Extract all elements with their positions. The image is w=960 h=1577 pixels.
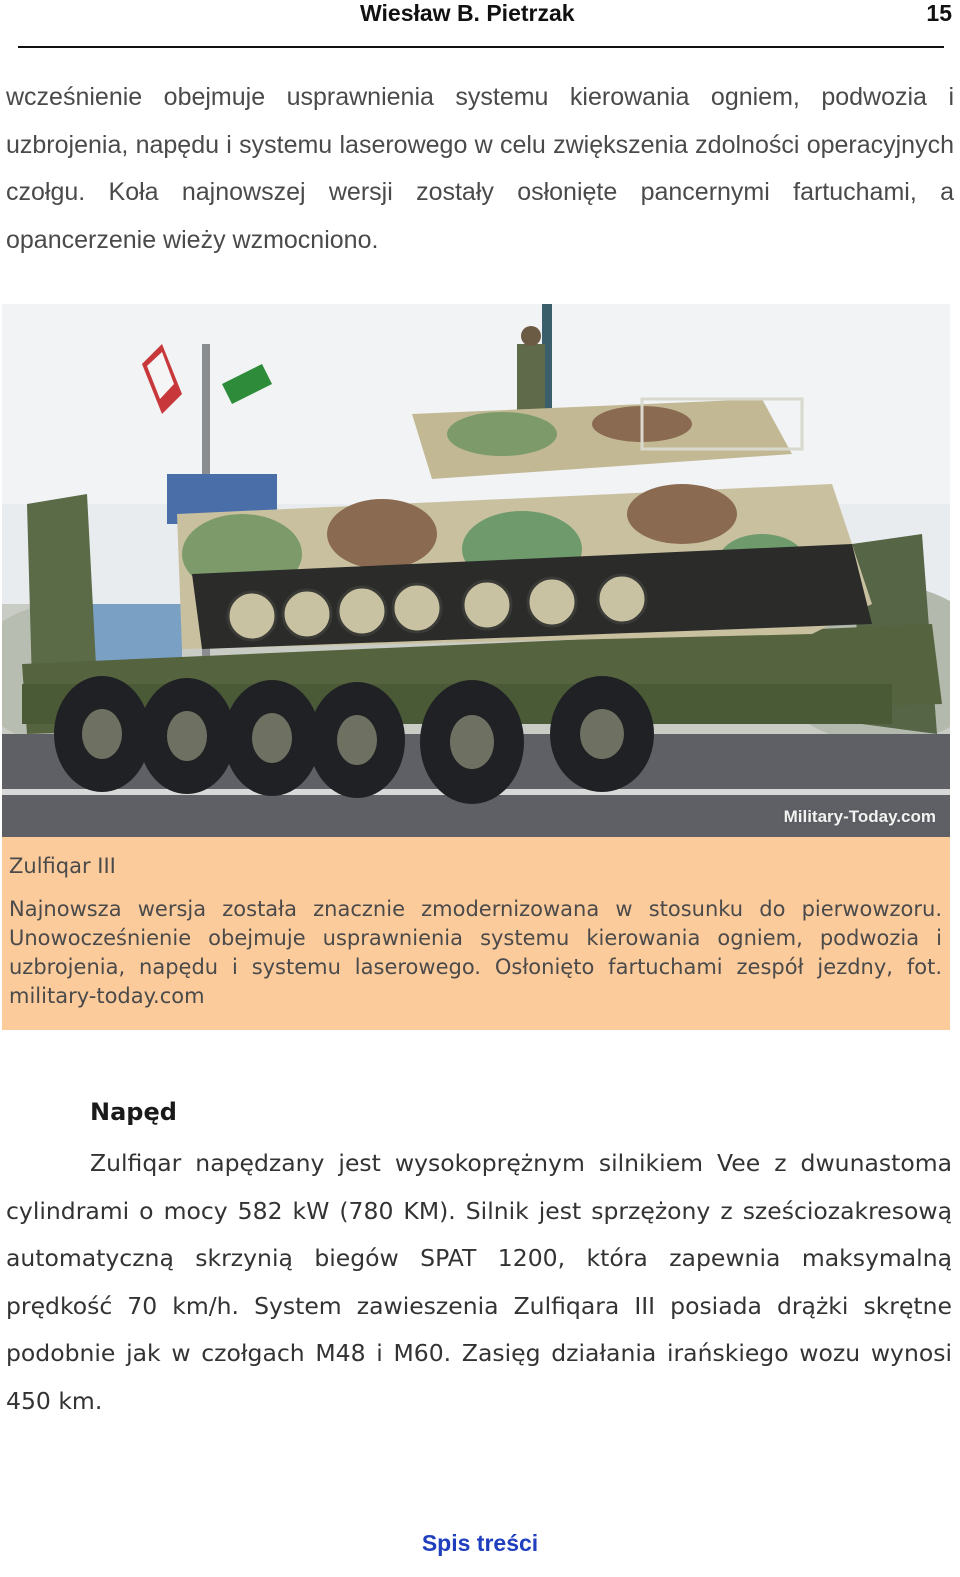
- section-paragraph: Zulfiqar napędzany jest wysokoprężnym silnikiem Vee z dwunastoma cylindrami o mocy 582 kW (780 KM). Silnik jest sprzężony z sześciozakresową automatyczną skrzynią biegów SPAT 1200, która zapewnia maksymalną prędkość 70 km/h. System zawieszenia Zulfiqara III posiada drążki skrętne podobnie jak w czołgach M48 i M60. Zasięg działania irańskiego wozu wynosi 450 km.: [6, 1149, 952, 1415]
- figure-caption-box: [2, 837, 950, 1030]
- header-divider: [18, 46, 944, 48]
- body-paragraph: wcześnienie obejmuje usprawnienia systemu kierowania ogniem, podwozia i uzbrojenia, napędu i systemu laserowego w celu zwiększenia zdolności operacyjnych czołgu. Koła najnowszej wersji zostały osłonięte pancernymi fartuchami, a opancerzenie wieży wzmocniono.: [6, 83, 954, 254]
- page-number: 15: [926, 0, 952, 26]
- caption-text: Najnowsza wersja została znacznie zmodernizowana w stosunku do pierwowzoru. Unowocześnienie obejmuje usprawnienia systemu kierowania ogniem, podwozia i uzbrojenia, napędu i systemu laserowego. Osłonięto fartuchami zespół jezdny, fot. military-today.com: [9, 897, 942, 1008]
- author-name: Wiesław B. Pietrzak: [360, 0, 575, 26]
- tank-photo: [2, 304, 950, 837]
- caption-title: Zulfiqar III: [9, 854, 116, 878]
- photo-watermark: Military-Today.com: [783, 807, 936, 826]
- page-header: [0, 0, 960, 30]
- table-of-contents-link[interactable]: Spis treści: [421, 1530, 539, 1556]
- section-heading: Napęd: [90, 1098, 177, 1126]
- tank-on-trailer-illustration: [2, 304, 950, 837]
